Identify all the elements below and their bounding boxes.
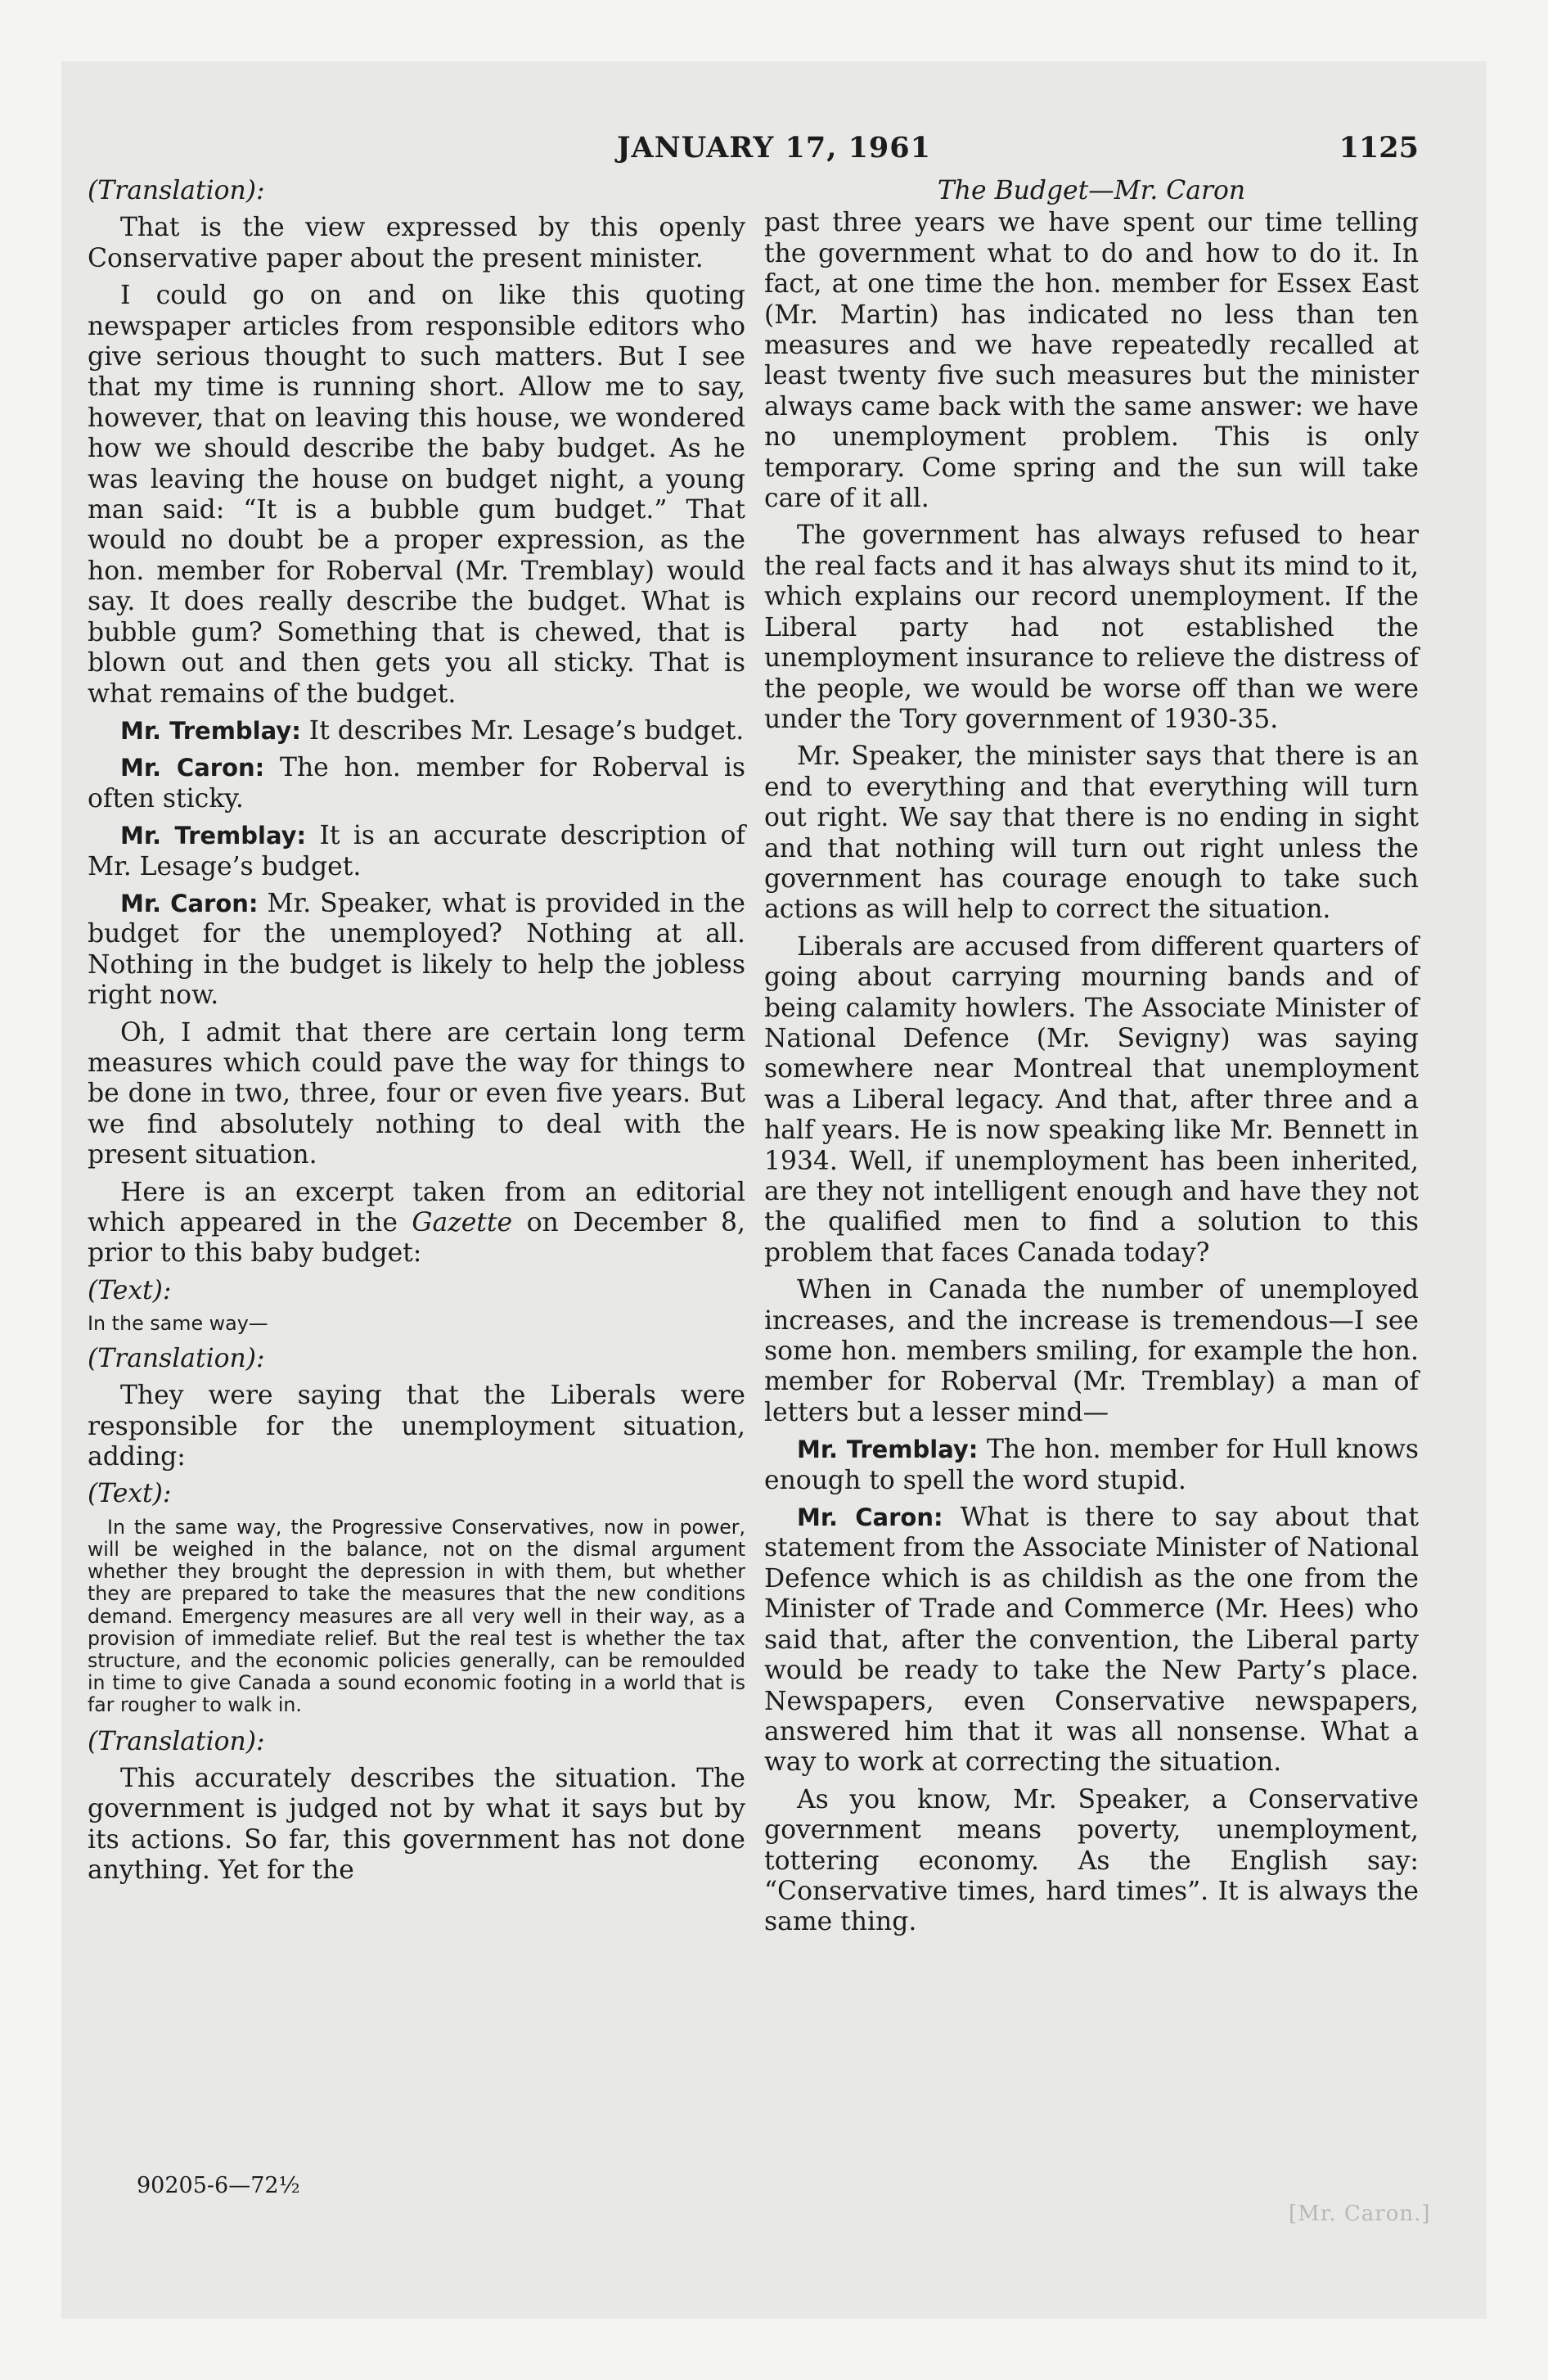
text-label: (Text): [88,1479,172,1509]
paragraph: Oh, I admit that there are certain long term measures which could pave the way for things to be done in two, three, four or even five years. But we find absolutely nothing to deal with the present situation. [88,1017,745,1170]
left-column [88,176,745,1893]
paragraph: Mr. Speaker, the minister says that there is an end to everything and that everything will turn out right. We say that there is no ending in sight and that nothing will turn out right unless the government has courage enough to take such actions as will help to correct the situation. [764,741,1419,925]
text-run: Here is an excerpt taken from an editorial which appeared in the [88,1177,745,1237]
speaker-paragraph [764,1435,1419,1496]
paragraph: past three years we have spent our time telling the government what to do and how to do it. In fact, at one time the hon. member for Essex East (Mr. Martin) has indicated no less than ten measures and we have repeatedly recalled at least twenty five such measures but the minister always came back with the same answer: we have no unemployment problem. This is only temporary. Come spring and the sun will take care of it all. [764,208,1419,514]
speaker-paragraph [764,1503,1419,1778]
paragraph: They were saying that the Liberals were responsible for the unemployment situation, adding: [88,1381,745,1472]
speech-text: It is an accurate description of Mr. Lesage’s budget. [88,821,745,881]
text-label: (Text): [88,1275,172,1305]
speech-text: Mr. Speaker, what is provided in the budget for the unemployed? Nothing at all. Nothing in the budget is likely to help the jobless right now. [88,888,745,1011]
paragraph [88,1178,745,1269]
translation-label: (Translation): [88,1726,265,1756]
speaker-name: Mr. Tremblay: [797,1436,979,1464]
speech-text: The hon. member for Hull knows enough to spell the word stupid. [764,1435,1419,1495]
paragraph: As you know, Mr. Speaker, a Conservative government means poverty, unemployment, tottering economy. As the English say: “Conservative times, hard times”. It is always the same thing. [764,1784,1419,1937]
paragraph: This accurately describes the situation. The government is judged not by what it says but by its actions. So far, this government has not done anything. Yet for the [88,1764,745,1886]
speaker-paragraph [88,753,745,814]
speaker-name: Mr. Caron: [120,889,259,917]
right-column [764,176,1419,1945]
speaker-name: Mr. Tremblay: [120,822,307,850]
speaker-paragraph [88,821,745,882]
speaker-name: Mr. Tremblay: [120,716,301,745]
speaker-paragraph [88,716,745,746]
translation-label: (Translation): [88,176,265,205]
paragraph: The government has always refused to hear the real facts and it has always shut its mind to it, which explains our record unemployment. If the Liberal party had not established the unemployment insurance to relieve the distress of the people, we would be worse off than we were under the Tory government of 1930-35. [764,521,1419,734]
text-run: on December 8, prior to this baby budget: [88,1208,745,1269]
running-head: The Budget—Mr. Caron [937,176,1246,205]
quoted-text: In the same way— [88,1312,268,1336]
translation-label: (Translation): [88,1343,265,1373]
continuation-marker: [Mr. Caron.] [1289,2202,1431,2226]
speech-text: What is there to say about that statement from the Associate Minister of National Defence which is as childish as the one from the Minister of Trade and Commerce (Mr. Hees) who said that, after the convention, the Liberal party would be ready to take the New Party’s place. Newspapers, even Conservative newspapers, answered him that it was all nonsense. What a way to work at correcting the situation. [764,1503,1419,1778]
paragraph: That is the view expressed by this openly Conservative paper about the present minister. [88,213,745,273]
speaker-name: Mr. Caron: [120,754,265,782]
newspaper-title: Gazette [412,1208,513,1237]
speech-text: The hon. member for Roberval is often sticky. [88,753,745,814]
speech-text: It describes Mr. Lesage’s budget. [308,715,745,746]
speaker-paragraph [88,889,745,1012]
page-number: 1125 [1339,131,1419,165]
speaker-name: Mr. Caron: [797,1503,943,1532]
quoted-text: In the same way, the Progressive Conservatives, now in power, will be weighed in the balance, not on the dismal argument whether they brought the depression in with them, but whether they are prepared to take the measures that the new conditions demand. Emergency measures are all very well in their way, as a provision of immediate relief. But the real test is whether the tax structure, and the economic policies generally, can be remoulded in time to give Canada a sound economic footing in a world that is far rougher to walk in. [88,1515,745,1717]
footer-code: 90205-6—72½ [137,2173,300,2198]
paragraph: When in Canada the number of unemployed increases, and the increase is tremendous—I see some hon. members smiling, for example the hon. member for Roberval (Mr. Tremblay) a man of letters but a lesser mind— [764,1275,1419,1427]
page-header-date: JANUARY 17, 1961 [617,131,931,165]
paragraph: Liberals are accused from different quarters of going about carrying mourning bands and of being calamity howlers. The Associate Minister of National Defence (Mr. Sevigny) was saying somewhere near Montreal that unemployment was a Liberal legacy. And that, after three and a half years. He is now speaking like Mr. Bennett in 1934. Well, if unemployment has been inherited, are they not intelligent enough and have they not the qualified men to find a solution to this problem that faces Canada today? [764,931,1419,1268]
paragraph: I could go on and on like this quoting newspaper articles from responsible editors who give serious thought to such matters. But I see that my time is running short. Allow me to say, however, that on leaving this house, we wondered how we should describe the baby budget. As he was leaving the house on budget night, a young man said: “It is a bubble gum budget.” That would no doubt be a proper expression, as the hon. member for Roberval (Mr. Tremblay) would say. It does really describe the budget. What is bubble gum? Something that is chewed, that is blown out and then gets you all sticky. That is what remains of the budget. [88,281,745,709]
